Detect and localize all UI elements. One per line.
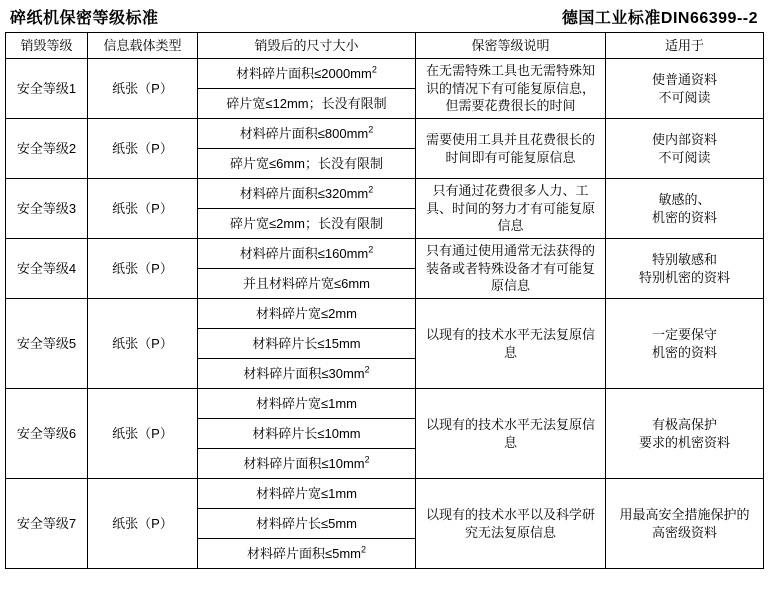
cell-shred-size: 材料碎片面积$\le 10mm^2$ (198, 449, 416, 479)
table-row (6, 299, 764, 329)
cell-level-description (416, 299, 606, 389)
table-row (6, 239, 764, 269)
application-text: 有极高保护 要求的机密资料 (638, 416, 730, 450)
cell-shred-size: 材料碎片面积$\le 160mm^2$ (198, 239, 416, 269)
cell-application (606, 479, 764, 569)
cell-shred-size: 材料碎片宽≤2mm (198, 299, 416, 329)
cell-media-type: 纸张（P） (88, 389, 198, 479)
table-body (6, 59, 764, 569)
cell-level-description (416, 479, 606, 569)
cell-security-level: 安全等级7 (6, 479, 88, 569)
column-header-use: 适用于 (606, 33, 764, 59)
cell-application (606, 179, 764, 239)
cell-application (606, 239, 764, 299)
cell-level-description (416, 239, 606, 299)
cell-application (606, 59, 764, 119)
cell-shred-size: 材料碎片面积$\le 2000mm^2$ (198, 59, 416, 89)
cell-level-description (416, 59, 606, 119)
cell-shred-size: 碎片宽≤2mm；长没有限制 (198, 209, 416, 239)
level-description-text: 以现有的技术水平以及科学研究无法复原信息 (426, 506, 596, 540)
standard-reference: 德国工业标准DIN66399--2 (561, 9, 758, 27)
table-row (6, 59, 764, 89)
superscript-unit: 2 (371, 64, 377, 75)
column-header-size: 销毁后的尺寸大小 (198, 33, 416, 59)
cell-shred-size: 碎片宽≤12mm；长没有限制 (198, 89, 416, 119)
cell-media-type: 纸张（P） (88, 119, 198, 179)
cell-application (606, 119, 764, 179)
cell-security-level: 安全等级3 (6, 179, 88, 239)
table-row (6, 389, 764, 419)
superscript-unit: 2 (368, 124, 374, 135)
cell-security-level: 安全等级5 (6, 299, 88, 389)
application-text: 特别敏感和 特别机密的资料 (638, 251, 730, 285)
cell-level-description (416, 179, 606, 239)
cell-level-description (416, 389, 606, 479)
application-text: 敏感的、 机密的资料 (651, 191, 717, 225)
column-header-level: 销毁等级 (6, 33, 88, 59)
cell-shred-size: 材料碎片宽≤1mm (198, 389, 416, 419)
superscript-unit: 2 (364, 364, 370, 375)
cell-security-level: 安全等级1 (6, 59, 88, 119)
level-description-text: 在无需特殊工具也无需特殊知识的情况下有可能复原信息，但需要花费很长的时间 (426, 63, 596, 114)
table-header-row (6, 33, 764, 59)
cell-media-type: 纸张（P） (88, 479, 198, 569)
document-header (0, 0, 768, 32)
level-description-text: 只有通过花费很多人力、工具、时间的努力才有可能复原信息 (426, 183, 596, 234)
superscript-unit: 2 (368, 244, 374, 255)
page-title: 碎纸机保密等级标准 (10, 9, 159, 27)
table-row (6, 479, 764, 509)
cell-shred-size: 材料碎片长≤10mm (198, 419, 416, 449)
cell-security-level: 安全等级4 (6, 239, 88, 299)
cell-shred-size: 材料碎片面积$\le 320mm^2$ (198, 179, 416, 209)
security-level-table (5, 32, 764, 569)
cell-shred-size: 材料碎片面积$\le 5mm^2$ (198, 539, 416, 569)
cell-level-description (416, 119, 606, 179)
cell-media-type: 纸张（P） (88, 179, 198, 239)
cell-security-level: 安全等级2 (6, 119, 88, 179)
cell-shred-size: 材料碎片面积$\le 30mm^2$ (198, 359, 416, 389)
cell-shred-size: 并且材料碎片宽≤6mm (198, 269, 416, 299)
level-description-text: 以现有的技术水平无法复原信息 (426, 326, 596, 360)
cell-shred-size: 材料碎片宽≤1mm (198, 479, 416, 509)
cell-application (606, 299, 764, 389)
table-row (6, 119, 764, 149)
cell-media-type: 纸张（P） (88, 59, 198, 119)
application-text: 一定要保守 机密的资料 (651, 326, 717, 360)
application-text: 使内部资料 不可阅读 (651, 131, 717, 165)
level-description-text: 以现有的技术水平无法复原信息 (426, 416, 596, 450)
cell-shred-size: 碎片宽≤6mm；长没有限制 (198, 149, 416, 179)
superscript-unit: 2 (361, 544, 367, 555)
cell-security-level: 安全等级6 (6, 389, 88, 479)
superscript-unit: 2 (368, 184, 374, 195)
level-description-text: 需要使用工具并且花费很长的时间即有可能复原信息 (426, 131, 596, 165)
cell-shred-size: 材料碎片面积$\le 800mm^2$ (198, 119, 416, 149)
column-header-media: 信息载体类型 (88, 33, 198, 59)
cell-shred-size: 材料碎片长≤5mm (198, 509, 416, 539)
column-header-desc: 保密等级说明 (416, 33, 606, 59)
superscript-unit: 2 (364, 454, 370, 465)
application-text: 使普通资料 不可阅读 (651, 71, 717, 105)
application-text: 用最高安全措施保护的高密级资料 (619, 506, 750, 540)
cell-media-type: 纸张（P） (88, 299, 198, 389)
table-row (6, 179, 764, 209)
cell-media-type: 纸张（P） (88, 239, 198, 299)
cell-shred-size: 材料碎片长≤15mm (198, 329, 416, 359)
level-description-text: 只有通过使用通常无法获得的装备或者特殊设备才有可能复原信息 (426, 243, 596, 294)
cell-application (606, 389, 764, 479)
